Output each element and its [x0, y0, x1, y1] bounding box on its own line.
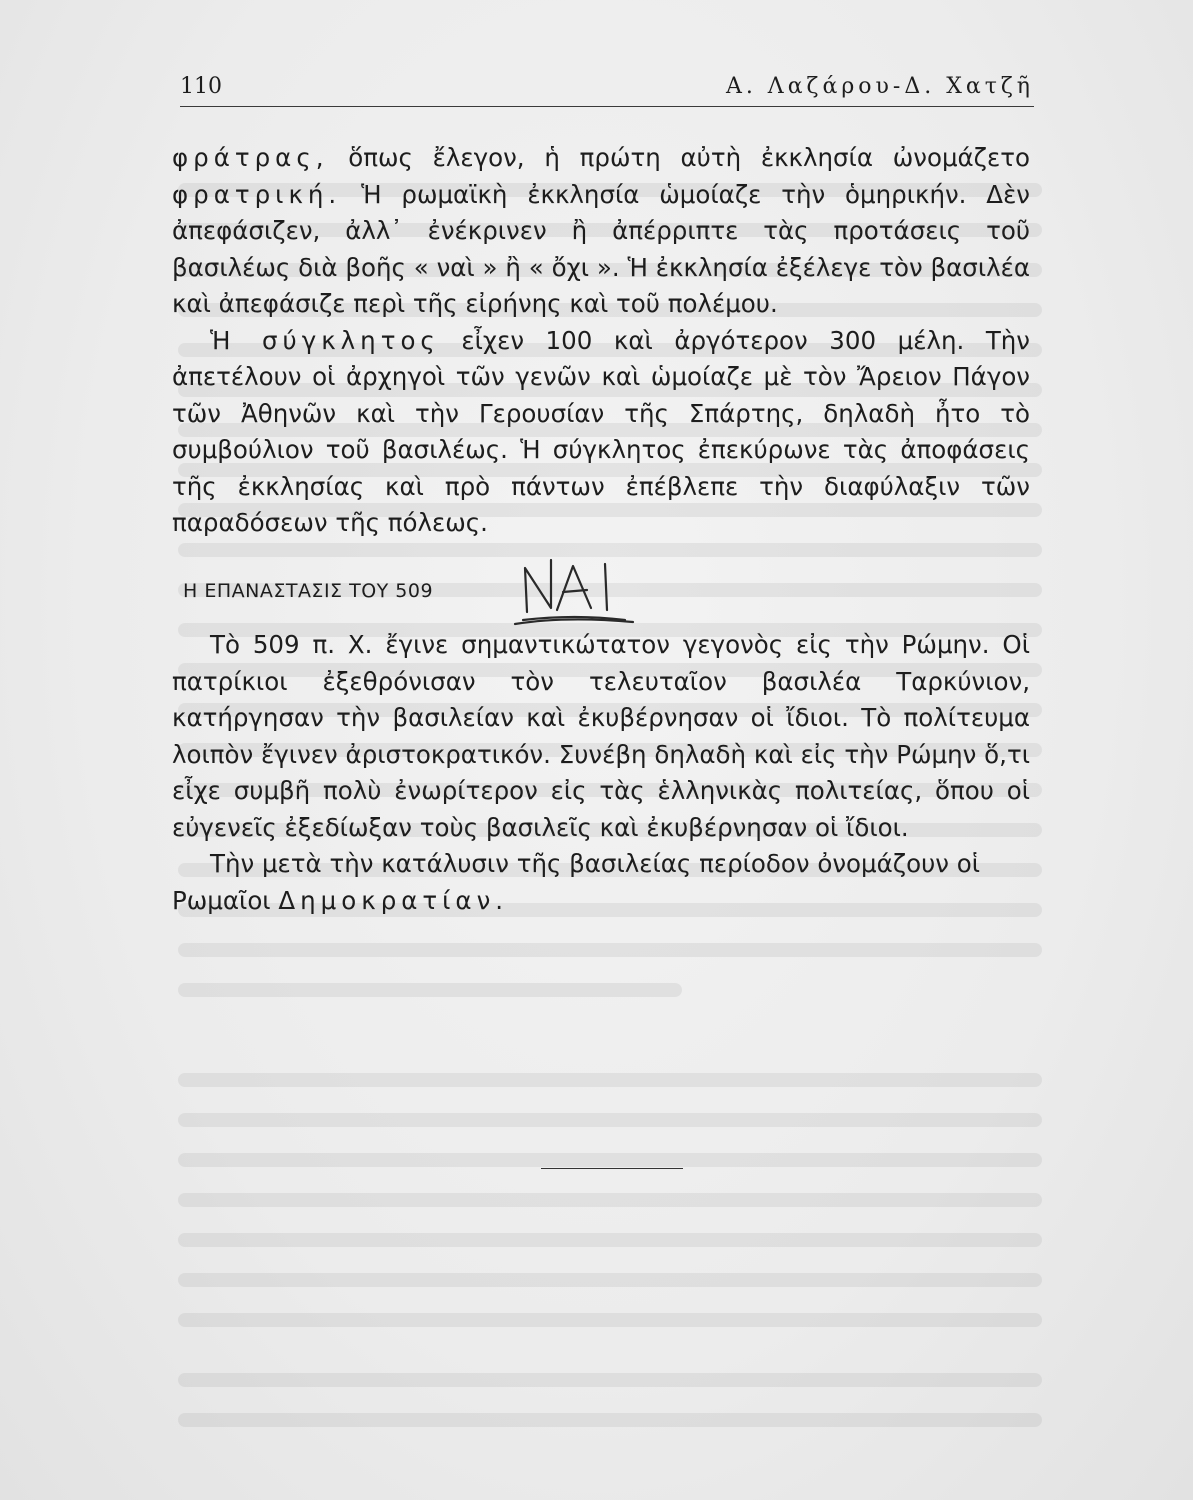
paragraph-1b-lead: φρατρική.: [172, 179, 342, 209]
republic-text: Τὴν μετὰ τὴν κατάλυσιν τῆς βασιλείας περίοδον ὀνομάζουν οἱ Ρωμαῖοι: [172, 849, 981, 915]
paragraph-1b-text: Ἡ ρωμαϊκὴ ἐκκλησία ὡμοίαζε τὴν ὁμηρικήν. Δὲν ἀπεφάσιζεν, ἀλλ᾽ ἐνέκρινεν ἢ ἀπέρριπτε τὰς προτάσεις τοῦ βασιλέως διὰ βοῆς « ναὶ » ἢ « ὄχι ». Ἡ ἐκκλησία ἐξέλεγε τὸν βασιλέα καὶ ἀπεφάσιζε περὶ τῆς εἰρήνης καὶ τοῦ πολέμου.: [172, 179, 1030, 318]
body-text-top: [172, 140, 1030, 542]
body-text-bottom: [172, 627, 1030, 919]
senate-text: εἶχεν 100 καὶ ἀργότερον 300 μέλη. Τὴν ἀπετέλουν οἱ ἀρχηγοὶ τῶν γενῶν καὶ ὡμοίαζε μὲ τὸν Ἄρειον Πάγον τῶν Ἀθηνῶν καὶ τὴν Γερουσίαν τῆς Σπάρτης, δηλαδὴ ἦτο τὸ συμβούλιον τοῦ βασιλέως. Ἡ σύγκλητος ἐπεκύρωνε τὰς ἀποφάσεις τῆς ἐκκλησίας καὶ πρὸ πάντων ἐπέβλεπε τὴν διαφύλαξιν τῶν παραδόσεων τῆς πόλεως.: [172, 325, 1030, 537]
handwritten-nai-stamp: [505, 550, 645, 634]
paragraph-republic: [172, 846, 1030, 919]
page-number: 110: [180, 74, 222, 99]
senate-lead: Ἡ σύγκλητος: [210, 325, 440, 355]
paragraph-senate: [172, 323, 1030, 542]
republic-emphasis: Δημοκρατίαν.: [278, 885, 509, 915]
running-head-author: Α. Λαζάρου-Δ. Χατζῆ: [725, 74, 1034, 99]
paragraph-1-lead: φράτρας,: [172, 143, 329, 172]
running-head: [180, 74, 1034, 99]
closing-rule: [541, 1168, 683, 1169]
handwritten-nai-icon: [505, 550, 645, 630]
paragraph-1-text: ὅπως ἔλεγον, ἡ πρώτη αὐτὴ ἐκκλησία ὠνομάζετο: [328, 143, 1030, 172]
paragraph-1: [172, 140, 1030, 323]
header-rule: [180, 106, 1034, 107]
paragraph-revolution: Τὸ 509 π. Χ. ἔγινε σημαντικώτατον γεγονὸς εἰς τὴν Ρώμην. Οἱ πατρίκιοι ἐξεθρόνισαν τὸν τελευταῖον βασιλέα Ταρκύνιον, κατήργησαν τὴν βασιλείαν καὶ ἐκυβέρνησαν οἱ ἴδιοι. Τὸ πολίτευμα λοιπὸν ἔγινεν ἀριστοκρατικόν. Συνέβη δηλαδὴ καὶ εἰς τὴν Ρώμην ὅ,τι εἶχε συμβῆ πολὺ ἐνωρίτερον εἰς τὰς ἑλληνικὰς πολιτείας, ὅπου οἱ εὐγενεῖς ἐξεδίωξαν τοὺς βασιλεῖς καὶ ἐκυβέρνησαν οἱ ἴδιοι.: [172, 630, 1030, 842]
section-heading: Η ΕΠΑΝΑΣΤΑΣΙΣ ΤΟΥ 509: [183, 580, 434, 602]
